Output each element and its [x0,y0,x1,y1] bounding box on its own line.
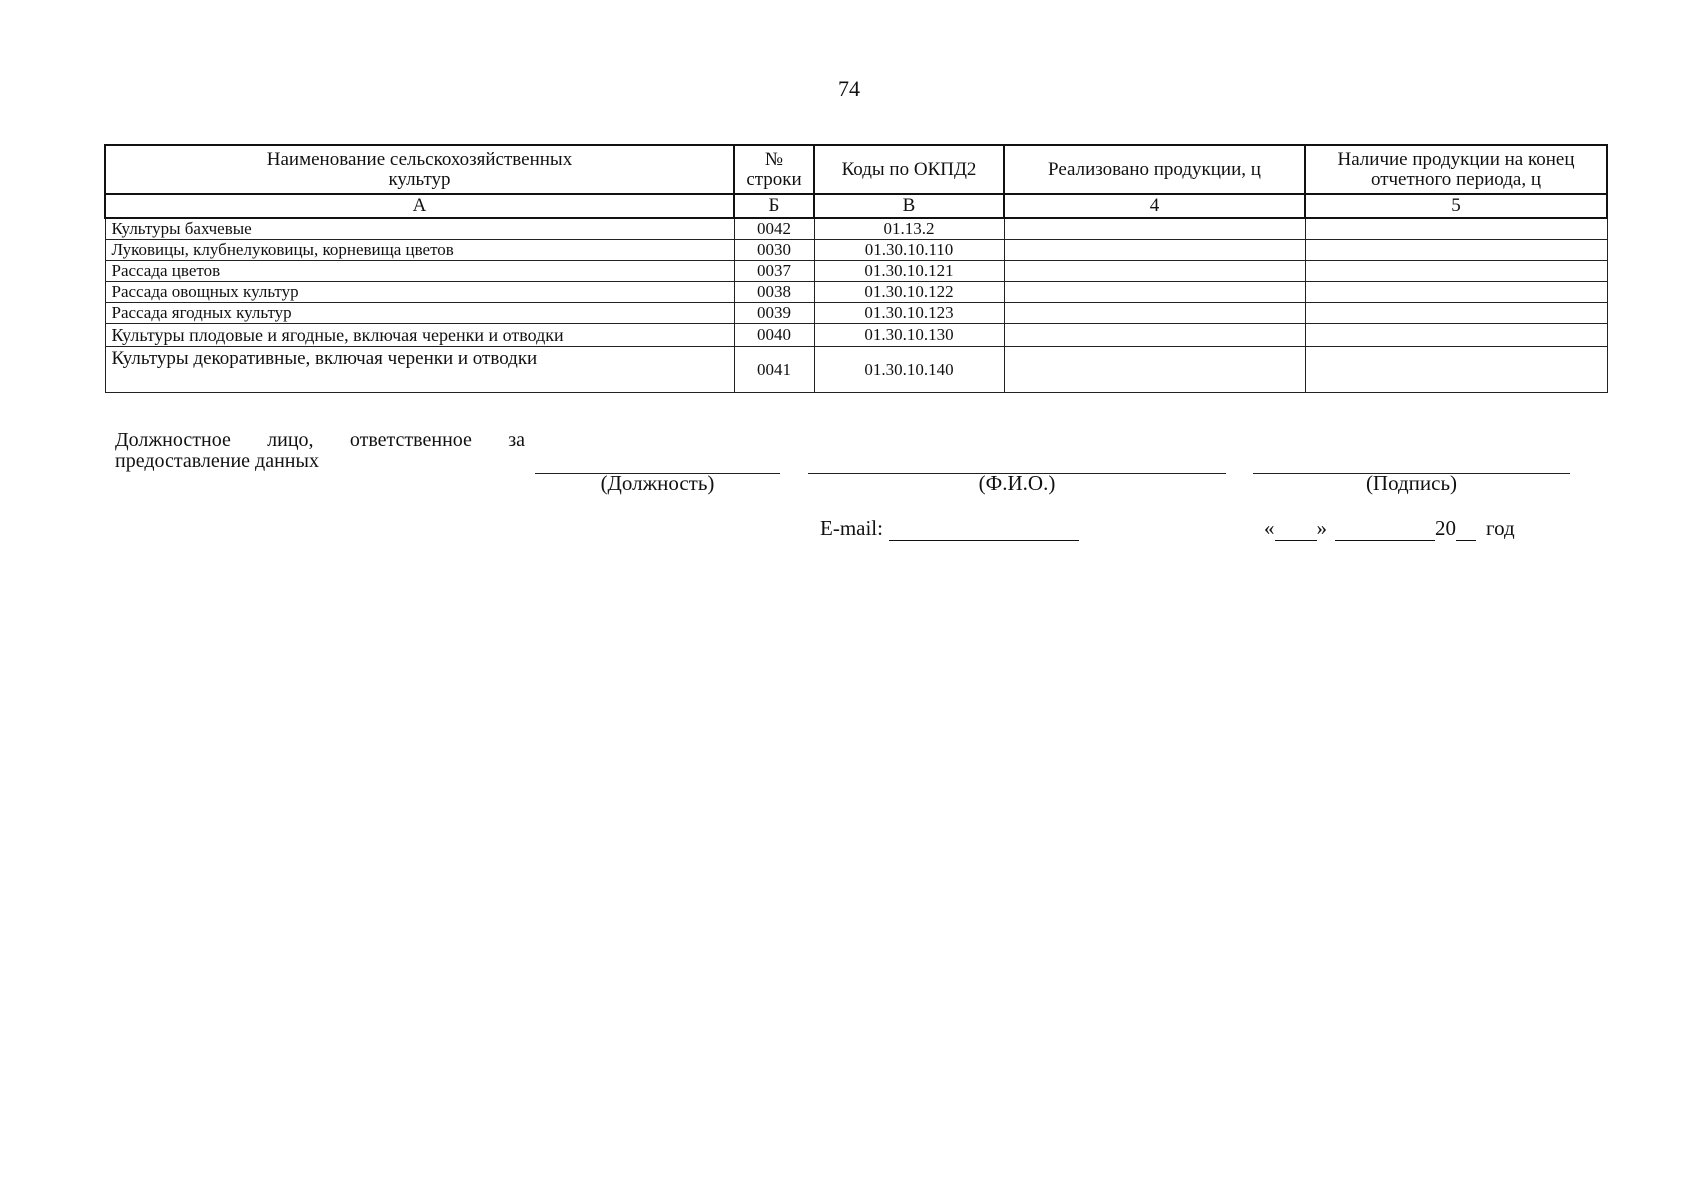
crop-name: Рассада цветов [105,261,734,282]
official-word: Должностное [115,429,231,451]
header-name: Наименование сельскохозяйственных культур [105,145,734,194]
okpd2-code: 01.30.10.140 [814,347,1004,393]
stock-cell[interactable] [1305,240,1607,261]
sold-cell[interactable] [1004,261,1305,282]
letter-name: А [105,194,734,218]
date-close-quote: » [1316,516,1327,540]
header-stock: Наличие продукции на конец отчетного периода, ц [1305,145,1607,194]
email-row [820,516,1079,541]
crop-name: Культуры декоративные, включая черенки и отводки [105,347,734,393]
row-number: 0041 [734,347,814,393]
table-letters-row [105,194,1607,218]
page-number: 74 [838,76,860,101]
crop-name: Рассада ягодных культур [105,303,734,324]
stock-cell[interactable] [1305,324,1607,347]
okpd2-code: 01.30.10.110 [814,240,1004,261]
letter-sold: 4 [1004,194,1305,218]
table-row [105,303,1607,324]
stock-cell[interactable] [1305,282,1607,303]
report-table [104,144,1608,393]
responsible-official-label [115,430,525,472]
crop-name: Культуры плодовые и ягодные, включая черенки и отводки [105,324,734,347]
row-number: 0038 [734,282,814,303]
year-field[interactable] [1456,522,1476,541]
sold-cell[interactable] [1004,347,1305,393]
year-word: год [1486,516,1515,540]
okpd2-code: 01.30.10.123 [814,303,1004,324]
row-number: 0030 [734,240,814,261]
row-number: 0037 [734,261,814,282]
year-prefix: 20 [1435,516,1456,540]
crop-name: Луковицы, клубнелуковицы, корневища цветов [105,240,734,261]
okpd2-code: 01.30.10.121 [814,261,1004,282]
sold-cell[interactable] [1004,282,1305,303]
official-word: за [508,429,525,451]
okpd2-code: 01.30.10.122 [814,282,1004,303]
header-row-no: № строки [734,145,814,194]
email-label: E-mail: [820,516,883,540]
month-field[interactable] [1335,522,1435,541]
day-field[interactable] [1275,522,1317,541]
header-okpd2: Коды по ОКПД2 [814,145,1004,194]
okpd2-code: 01.13.2 [814,218,1004,240]
table-row [105,282,1607,303]
date-row [1264,516,1515,541]
table-header-row [105,145,1607,194]
stock-cell[interactable] [1305,303,1607,324]
email-field[interactable] [889,522,1079,541]
letter-stock: 5 [1305,194,1607,218]
table-row [105,261,1607,282]
position-caption: (Должность) [600,471,715,495]
crop-name: Культуры бахчевые [105,218,734,240]
row-number: 0042 [734,218,814,240]
official-word: ответственное [349,429,472,451]
fio-caption: (Ф.И.О.) [978,471,1056,495]
stock-cell[interactable] [1305,261,1607,282]
table-row [105,324,1607,347]
sold-cell[interactable] [1004,303,1305,324]
sold-cell[interactable] [1004,218,1305,240]
signature-caption: (Подпись) [1365,471,1458,495]
letter-okpd2: В [814,194,1004,218]
okpd2-code: 01.30.10.130 [814,324,1004,347]
header-sold: Реализовано продукции, ц [1004,145,1305,194]
sold-cell[interactable] [1004,240,1305,261]
letter-row-no: Б [734,194,814,218]
table-row [105,218,1607,240]
crop-name: Рассада овощных культур [105,282,734,303]
stock-cell[interactable] [1305,218,1607,240]
stock-cell[interactable] [1305,347,1607,393]
row-number: 0040 [734,324,814,347]
sold-cell[interactable] [1004,324,1305,347]
date-open-quote: « [1264,516,1275,540]
table-row [105,240,1607,261]
official-line2: предоставление данных [115,450,319,472]
official-word: лицо, [267,429,314,451]
row-number: 0039 [734,303,814,324]
table-row [105,347,1607,393]
